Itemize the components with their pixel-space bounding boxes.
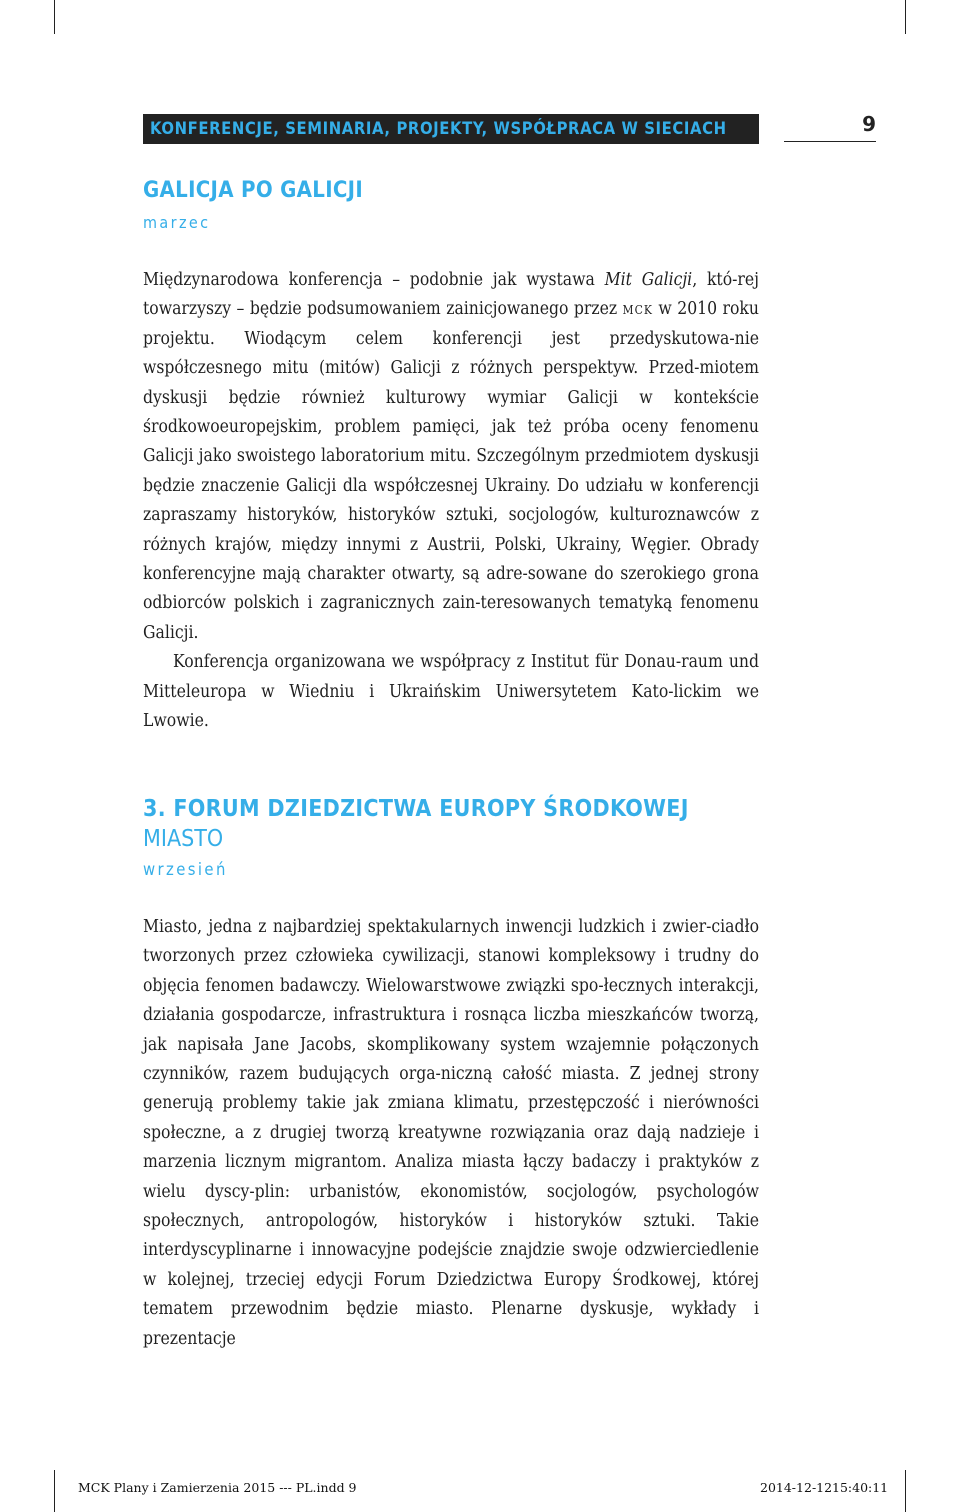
section-body <box>143 266 759 737</box>
section-title: GALICJA PO GALICJI <box>143 178 363 203</box>
crop-mark <box>54 1470 55 1512</box>
section-header-title: KONFERENCJE, SEMINARIA, PROJEKTY, WSPÓŁPRACA W SIECIACH <box>150 119 727 138</box>
section-subtitle: MIASTO <box>143 826 224 852</box>
crop-mark <box>905 0 906 34</box>
page-number-rule <box>784 141 876 142</box>
body-paragraph: Miasto, jedna z najbardziej spektakularnych inwencji ludzkich i zwier-ciadło tworzonych przez człowieka cywilizacji, stanowi kompleksowy i trudny do objęcia fenomen badawczy. Wielowarstwowe związki spo-łecznych interakcji, działania gospodarcze, infrastruktura i rosnąca liczba mieszkańców tworzą, jak napisała Jane Jacobs, skomplikowany system wzajemnie połączonych czynników, razem budujących orga-niczną całość miasta. Z jednej strony generują problemy takie jak zmiana klimatu, przestępczość i nierówności społeczne, a z drugiej tworzą kreatywne rozwiązania oraz dają nadzieje i marzenia licznym migrantom. Analiza miasta łączy badaczy i praktyków z wielu dyscy-plin: urbanistów, ekonomistów, socjologów, psychologów społecznych, antropologów, historyków i historyków sztuki. Takie interdyscyplinarne i innowacyjne podejście znajdzie swoje odzwierciedlenie w kolejnej, trzeciej edycji Forum Dziedzictwa Europy Środkowej, której tematem przewodnim będzie miasto. Plenarne dyskusje, wykłady i prezentacje <box>143 917 759 1349</box>
section-header-bar <box>143 114 759 144</box>
crop-mark <box>905 1470 906 1512</box>
section-body <box>143 913 759 1354</box>
body-paragraph: Międzynarodowa konferencja – podobnie jak wystawa Mit Galicji, któ-rej towarzyszy – będzie podsumowaniem zainicjowanego przez mck w 2010 roku projektu. Wiodącym celem konferencji jest przedyskutowa-nie współczesnego mitu (mitów) Galicji z różnych perspektyw. Przed-miotem dyskusji będzie również kulturowy wymiar Galicji w kontekście środkowoeuropejskim, problem pamięci, jak też próba oceny fenomenu Galicji jako swoistego laboratorium mitu. Szczególnym przedmiotem dyskusji będzie znaczenie Galicji dla współczesnej Ukrainy. Do udziału w konferencji zapraszamy historyków, historyków sztuki, socjologów, kulturoznawców z różnych krajów, między innymi z Austrii, Polski, Ukrainy, Węgier. Obrady konferencyjne mają charakter otwarty, są adre-sowane do szerokiego grona odbiorców polskich i zagranicznych zain-teresowanych tematyką fenomenu Galicji. <box>143 270 759 643</box>
body-paragraph: Konferencja organizowana we współpracy z Institut für Donau-raum und Mitteleuropa w Wiedniu i Ukraińskim Uniwersytetem Kato-lickim we Lwowie. <box>143 652 759 732</box>
section-month: wrzesień <box>143 860 228 879</box>
section-month: marzec <box>143 213 211 232</box>
section-title: 3. FORUM DZIEDZICTWA EUROPY ŚRODKOWEJ <box>143 796 689 822</box>
footer-date: 2014-12-12 <box>760 1480 833 1495</box>
crop-mark <box>54 0 55 34</box>
footer-time: 15:40:11 <box>832 1480 889 1495</box>
footer-file-name: MCK Plany i Zamierzenia 2015 --- PL.indd 9 <box>78 1480 357 1495</box>
page-number: 9 <box>862 112 876 136</box>
